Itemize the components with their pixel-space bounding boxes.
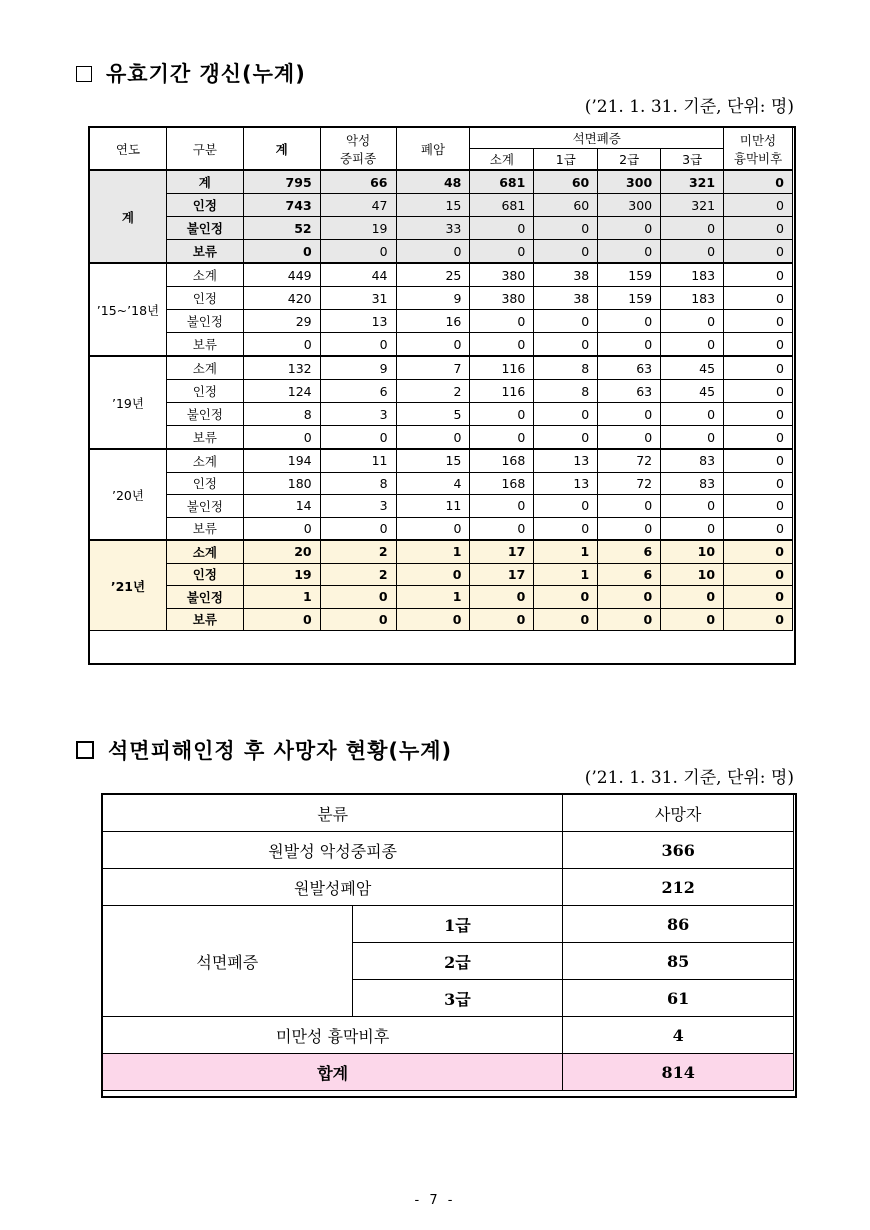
value-cell: 14 [243, 495, 320, 518]
value-cell: 0 [598, 240, 661, 264]
value-cell: 13 [534, 449, 598, 472]
value-cell: 7 [396, 356, 470, 380]
grade-label: 2급 [352, 943, 563, 980]
value-cell: 681 [470, 170, 534, 194]
header-category: 구분 [166, 128, 243, 171]
value-cell: 44 [320, 263, 396, 287]
value-cell: 45 [661, 356, 724, 380]
category-cell: 인정 [166, 380, 243, 403]
table-row [90, 356, 793, 380]
value-cell: 52 [243, 217, 320, 240]
value-cell: 183 [661, 287, 724, 310]
value-cell: 0 [724, 356, 793, 380]
row-label-asbestosis: 석면폐증 [103, 906, 353, 1017]
value-cell: 0 [396, 240, 470, 264]
header-diffuse: 미만성 흉막비후 [724, 128, 793, 171]
value-cell: 11 [320, 449, 396, 472]
table-row [90, 194, 793, 217]
value-cell: 72 [598, 472, 661, 495]
value-cell: 0 [396, 426, 470, 450]
value-cell: 159 [598, 287, 661, 310]
grade-value: 86 [563, 906, 794, 943]
renewal-table [89, 127, 793, 631]
value-cell: 5 [396, 403, 470, 426]
value-cell: 0 [470, 217, 534, 240]
value-cell: 0 [724, 170, 793, 194]
value-cell: 0 [470, 495, 534, 518]
value-cell: 0 [470, 586, 534, 609]
value-cell: 0 [724, 495, 793, 518]
value-cell: 159 [598, 263, 661, 287]
value-cell: 9 [396, 287, 470, 310]
checkbox-square-icon [76, 66, 92, 82]
value-cell: 0 [661, 495, 724, 518]
table-row [90, 170, 793, 194]
year-cell: ’20년 [90, 449, 167, 540]
row-label-total: 합계 [103, 1054, 563, 1091]
value-cell: 1 [396, 586, 470, 609]
value-cell: 0 [724, 217, 793, 240]
value-cell: 0 [598, 517, 661, 540]
value-cell: 0 [320, 426, 396, 450]
value-cell: 321 [661, 170, 724, 194]
value-cell: 3 [320, 403, 396, 426]
category-cell: 소계 [166, 540, 243, 563]
value-cell: 38 [534, 287, 598, 310]
table-row [90, 586, 793, 609]
value-cell: 183 [661, 263, 724, 287]
value-cell: 0 [724, 586, 793, 609]
header-total: 계 [243, 128, 320, 171]
value-cell: 3 [320, 495, 396, 518]
category-cell: 보류 [166, 517, 243, 540]
deaths-table [102, 794, 794, 1091]
value-cell: 0 [470, 608, 534, 631]
value-cell: 0 [534, 517, 598, 540]
value-cell: 48 [396, 170, 470, 194]
value-cell: 33 [396, 217, 470, 240]
value-cell: 0 [724, 472, 793, 495]
header-year: 연도 [90, 128, 167, 171]
value-cell: 83 [661, 449, 724, 472]
value-cell: 72 [598, 449, 661, 472]
header-grade1: 1급 [534, 149, 598, 171]
category-cell: 인정 [166, 287, 243, 310]
value-cell: 0 [396, 563, 470, 586]
value-cell: 0 [724, 240, 793, 264]
value-cell: 17 [470, 563, 534, 586]
value-cell: 300 [598, 194, 661, 217]
value-cell: 0 [534, 240, 598, 264]
header-grade3: 3급 [661, 149, 724, 171]
value-cell: 0 [470, 403, 534, 426]
value-cell: 6 [598, 563, 661, 586]
table-row [90, 517, 793, 540]
year-cell: 계 [90, 170, 167, 263]
value-cell: 8 [534, 380, 598, 403]
value-cell: 11 [396, 495, 470, 518]
value-cell: 116 [470, 356, 534, 380]
category-cell: 보류 [166, 240, 243, 264]
section2-note: (’21. 1. 31. 기준, 단위: 명) [584, 768, 794, 788]
value-cell: 116 [470, 380, 534, 403]
value-cell: 0 [534, 310, 598, 333]
value-cell: 0 [661, 217, 724, 240]
table-row [90, 472, 793, 495]
value-cell: 45 [661, 380, 724, 403]
value-cell: 0 [661, 608, 724, 631]
value-cell: 0 [724, 310, 793, 333]
table-row [90, 240, 793, 264]
value-cell: 0 [470, 240, 534, 264]
row-label-lung-cancer: 원발성폐암 [103, 869, 563, 906]
value-cell: 0 [320, 517, 396, 540]
value-cell: 10 [661, 540, 724, 563]
value-cell: 0 [724, 263, 793, 287]
value-cell: 8 [534, 356, 598, 380]
value-cell: 20 [243, 540, 320, 563]
value-cell: 180 [243, 472, 320, 495]
row-value-mesothelioma: 366 [563, 832, 794, 869]
value-cell: 449 [243, 263, 320, 287]
header-classification: 분류 [103, 795, 563, 832]
value-cell: 8 [243, 403, 320, 426]
value-cell: 0 [661, 333, 724, 357]
value-cell: 1 [243, 586, 320, 609]
value-cell: 0 [598, 403, 661, 426]
value-cell: 0 [534, 426, 598, 450]
category-cell: 인정 [166, 472, 243, 495]
value-cell: 0 [598, 586, 661, 609]
value-cell: 13 [320, 310, 396, 333]
value-cell: 1 [534, 563, 598, 586]
category-cell: 보류 [166, 608, 243, 631]
value-cell: 19 [320, 217, 396, 240]
value-cell: 380 [470, 287, 534, 310]
table-row [90, 287, 793, 310]
table-row [90, 310, 793, 333]
value-cell: 15 [396, 194, 470, 217]
value-cell: 0 [243, 608, 320, 631]
value-cell: 420 [243, 287, 320, 310]
table-row [90, 449, 793, 472]
category-cell: 보류 [166, 426, 243, 450]
value-cell: 8 [320, 472, 396, 495]
category-cell: 소계 [166, 356, 243, 380]
row-value-lung-cancer: 212 [563, 869, 794, 906]
value-cell: 4 [396, 472, 470, 495]
value-cell: 0 [724, 517, 793, 540]
value-cell: 0 [320, 333, 396, 357]
value-cell: 0 [598, 333, 661, 357]
value-cell: 0 [724, 333, 793, 357]
value-cell: 0 [598, 310, 661, 333]
value-cell: 0 [598, 608, 661, 631]
value-cell: 31 [320, 287, 396, 310]
category-cell: 불인정 [166, 217, 243, 240]
value-cell: 743 [243, 194, 320, 217]
category-cell: 소계 [166, 263, 243, 287]
table-row [90, 540, 793, 563]
row-label-mesothelioma: 원발성 악성중피종 [103, 832, 563, 869]
value-cell: 0 [320, 586, 396, 609]
value-cell: 0 [243, 240, 320, 264]
table-row [90, 217, 793, 240]
table-row [90, 263, 793, 287]
value-cell: 38 [534, 263, 598, 287]
table-row [90, 380, 793, 403]
value-cell: 194 [243, 449, 320, 472]
value-cell: 0 [724, 403, 793, 426]
value-cell: 168 [470, 472, 534, 495]
value-cell: 83 [661, 472, 724, 495]
table-row [90, 495, 793, 518]
section1-title: 유효기간 갱신(누계) [76, 58, 306, 88]
header-deaths: 사망자 [563, 795, 794, 832]
value-cell: 0 [243, 333, 320, 357]
value-cell: 6 [320, 380, 396, 403]
value-cell: 1 [534, 540, 598, 563]
checkbox-square-icon [76, 741, 94, 759]
header-lung-cancer: 폐암 [396, 128, 470, 171]
value-cell: 0 [661, 240, 724, 264]
section1-note: (’21. 1. 31. 기준, 단위: 명) [584, 97, 794, 117]
header-grade2: 2급 [598, 149, 661, 171]
value-cell: 0 [724, 563, 793, 586]
year-cell: ’19년 [90, 356, 167, 449]
grade-value: 85 [563, 943, 794, 980]
value-cell: 300 [598, 170, 661, 194]
section2-title: 석면피해인정 후 사망자 현황(누계) [76, 735, 452, 765]
value-cell: 6 [598, 540, 661, 563]
value-cell: 60 [534, 194, 598, 217]
value-cell: 47 [320, 194, 396, 217]
value-cell: 0 [534, 333, 598, 357]
value-cell: 0 [470, 333, 534, 357]
row-value-diffuse: 4 [563, 1017, 794, 1054]
table-row [90, 563, 793, 586]
value-cell: 15 [396, 449, 470, 472]
value-cell: 0 [243, 426, 320, 450]
value-cell: 16 [396, 310, 470, 333]
header-asb-subtotal: 소계 [470, 149, 534, 171]
value-cell: 19 [243, 563, 320, 586]
category-cell: 불인정 [166, 310, 243, 333]
value-cell: 168 [470, 449, 534, 472]
value-cell: 25 [396, 263, 470, 287]
value-cell: 0 [320, 608, 396, 631]
category-cell: 보류 [166, 333, 243, 357]
value-cell: 0 [724, 380, 793, 403]
year-cell: ’21년 [90, 540, 167, 631]
year-cell: ’15~’18년 [90, 263, 167, 356]
value-cell: 124 [243, 380, 320, 403]
value-cell: 2 [320, 563, 396, 586]
page-number: - 7 - [414, 1193, 456, 1208]
table-row [90, 333, 793, 357]
value-cell: 0 [534, 217, 598, 240]
value-cell: 9 [320, 356, 396, 380]
value-cell: 681 [470, 194, 534, 217]
value-cell: 0 [534, 403, 598, 426]
table-row [90, 426, 793, 450]
value-cell: 380 [470, 263, 534, 287]
value-cell: 13 [534, 472, 598, 495]
value-cell: 0 [320, 240, 396, 264]
value-cell: 0 [598, 495, 661, 518]
table-row [90, 608, 793, 631]
grade-label: 1급 [352, 906, 563, 943]
value-cell: 0 [598, 217, 661, 240]
grade-label: 3급 [352, 980, 563, 1017]
value-cell: 17 [470, 540, 534, 563]
value-cell: 0 [534, 586, 598, 609]
category-cell: 계 [166, 170, 243, 194]
grade-value: 61 [563, 980, 794, 1017]
row-value-total: 814 [563, 1054, 794, 1091]
category-cell: 인정 [166, 563, 243, 586]
value-cell: 0 [661, 426, 724, 450]
value-cell: 0 [396, 517, 470, 540]
value-cell: 0 [661, 586, 724, 609]
value-cell: 0 [598, 426, 661, 450]
value-cell: 0 [724, 194, 793, 217]
value-cell: 0 [534, 495, 598, 518]
category-cell: 불인정 [166, 495, 243, 518]
value-cell: 0 [724, 426, 793, 450]
value-cell: 2 [396, 380, 470, 403]
value-cell: 0 [470, 517, 534, 540]
value-cell: 10 [661, 563, 724, 586]
value-cell: 0 [724, 540, 793, 563]
value-cell: 0 [724, 449, 793, 472]
value-cell: 63 [598, 380, 661, 403]
header-asbestosis: 석면폐증 [470, 128, 724, 149]
value-cell: 2 [320, 540, 396, 563]
value-cell: 63 [598, 356, 661, 380]
value-cell: 0 [661, 403, 724, 426]
value-cell: 60 [534, 170, 598, 194]
value-cell: 0 [396, 333, 470, 357]
value-cell: 0 [396, 608, 470, 631]
header-mesothelioma: 악성 중피종 [320, 128, 396, 171]
value-cell: 795 [243, 170, 320, 194]
category-cell: 소계 [166, 449, 243, 472]
value-cell: 0 [470, 426, 534, 450]
value-cell: 132 [243, 356, 320, 380]
value-cell: 321 [661, 194, 724, 217]
value-cell: 1 [396, 540, 470, 563]
table-row [90, 403, 793, 426]
category-cell: 불인정 [166, 403, 243, 426]
value-cell: 66 [320, 170, 396, 194]
row-label-diffuse: 미만성 흉막비후 [103, 1017, 563, 1054]
category-cell: 불인정 [166, 586, 243, 609]
value-cell: 0 [243, 517, 320, 540]
value-cell: 0 [470, 310, 534, 333]
value-cell: 0 [534, 608, 598, 631]
value-cell: 0 [661, 310, 724, 333]
value-cell: 29 [243, 310, 320, 333]
value-cell: 0 [724, 608, 793, 631]
value-cell: 0 [724, 287, 793, 310]
category-cell: 인정 [166, 194, 243, 217]
value-cell: 0 [661, 517, 724, 540]
